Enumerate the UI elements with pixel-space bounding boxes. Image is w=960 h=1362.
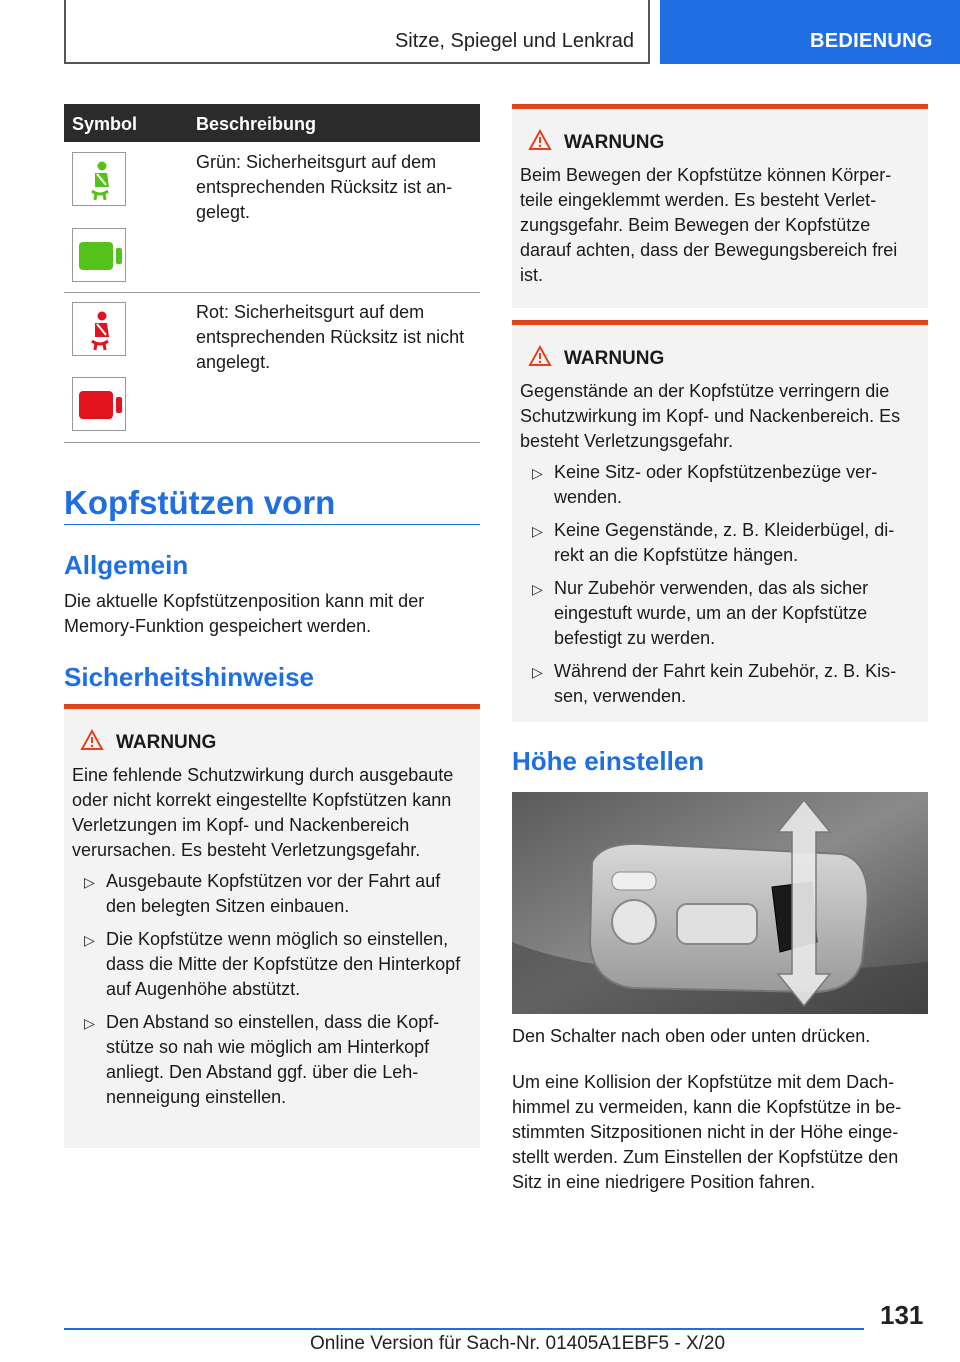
- bullet-arrow-icon: ▷: [532, 581, 543, 597]
- headrest-switch-photo: [512, 792, 928, 1014]
- header-chapter-box: [64, 0, 650, 64]
- warning-triangle-icon: [528, 129, 552, 157]
- heading-kopfstuetzen-vorn: Kopfstützen vorn: [64, 484, 336, 521]
- allgemein-text: Die aktuelle Kopfstützenposition kann mit der Memory-Funktion gespeichert werden.: [64, 591, 425, 636]
- warning-triangle-icon: [528, 345, 552, 373]
- heading-hoehe-einstellen: Höhe einstellen: [512, 746, 705, 776]
- list-item: ▷ Ausgebaute Kopfstützen vor der Fahrt auf den belegten Sitzen einbauen.: [84, 871, 441, 916]
- seatbelt-red-icon: [72, 302, 126, 356]
- bullet-arrow-icon: ▷: [532, 664, 543, 680]
- warning-1-title-row: [80, 729, 470, 757]
- warning-2-title-row: [528, 129, 918, 157]
- heading-sicherheitshinweise: Sicherheitshinweise: [64, 662, 314, 692]
- bullet-arrow-icon: ▷: [532, 523, 543, 539]
- seatbelt-green-icon: [72, 152, 126, 206]
- table-bottom-divider: [64, 442, 480, 443]
- warning-2-title: WARNUNG: [564, 132, 665, 153]
- bullet-arrow-icon: ▷: [84, 932, 95, 948]
- rear-seat-red-icon: [72, 377, 126, 431]
- warning-3-title: WARNUNG: [564, 348, 665, 369]
- page-number: 131: [880, 1300, 924, 1330]
- table-header: [64, 104, 480, 142]
- warning-3-title-row: [528, 345, 918, 373]
- table-row-red-description: Rot: Sicherheitsgurt auf dem entsprechenden Rücksitz ist nicht angelegt.: [196, 302, 465, 372]
- bullet-arrow-icon: ▷: [84, 874, 95, 890]
- bullet-arrow-icon: ▷: [532, 465, 543, 481]
- list-item: ▷ Keine Gegenstände, z. B. Kleiderbügel, direkt an die Kopfstütze hängen.: [532, 520, 895, 565]
- list-item: ▷ Den Abstand so einstellen, dass die Kopfstütze so nah wie möglich am Hinterkopf anliegt. Den Abstand ggf. über die Lehnenneigung einstellen.: [84, 1012, 440, 1107]
- warning-3-text: Gegenstände an der Kopfstütze verringern die Schutzwirkung im Kopf- und Nackenbereich. Es besteht Verletzungsgefahr.: [520, 381, 901, 451]
- header-section-tab: [660, 0, 960, 64]
- list-item: ▷ Während der Fahrt kein Zubehör, z. B. Kissen, verwenden.: [532, 661, 897, 706]
- list-item: ▷ Die Kopfstütze wenn möglich so einstellen, dass die Mitte der Kopfstütze den Hinterkopf auf Augenhöhe abstützt.: [84, 929, 461, 999]
- section-title: BEDIENUNG: [810, 30, 933, 52]
- col-description-header: Beschreibung: [196, 114, 317, 134]
- hoehe-text-1: Den Schalter nach oben oder unten drücken.: [512, 1026, 871, 1046]
- table-row-green-description: Grün: Sicherheitsgurt auf dem entsprechenden Rücksitz ist angelegt.: [196, 152, 453, 222]
- heading-rule: [64, 524, 480, 525]
- warning-box-3: [512, 320, 928, 722]
- list-item: ▷ Nur Zubehör verwenden, das als sicher eingestuft wurde, um an der Kopfstütze befestigt zu werden.: [532, 578, 869, 648]
- list-item: ▷ Keine Sitz- oder Kopfstützenbezüge verwenden.: [532, 462, 878, 507]
- bullet-arrow-icon: ▷: [84, 1015, 95, 1031]
- warning-box-1: [64, 704, 480, 1148]
- rear-seat-green-icon: [72, 228, 126, 282]
- warning-triangle-icon: [80, 729, 104, 757]
- warning-1-text: Eine fehlende Schutzwirkung durch ausgebaute oder nicht korrekt eingestellte Kopfstützen kann Verletzungen im Kopf- und Nackenbereich verursachen. Es besteht Verletzungsgefahr.: [72, 765, 454, 860]
- warning-1-list: [72, 869, 470, 1110]
- table-row-divider: [64, 292, 480, 293]
- heading-allgemein: Allgemein: [64, 550, 189, 580]
- chapter-title: Sitze, Spiegel und Lenkrad: [394, 30, 634, 52]
- hoehe-text-2: Um eine Kollision der Kopfstütze mit dem Dachhimmel zu vermeiden, kann die Kopfstütze in bestimmten Sitzpositionen nicht in der Höhe eingestellt werden. Zum Einstellen der Kopfstütze den Sitz in eine niedrigere Position fahren.: [512, 1072, 902, 1192]
- footer-text: Online Version für Sach-Nr. 01405A1EBF5 - X/20: [310, 1333, 726, 1354]
- warning-1-title: WARNUNG: [116, 732, 217, 753]
- warning-2-text: Beim Bewegen der Kopfstütze können Körperteile eingeklemmt werden. Es besteht Verletzungsgefahr. Beim Bewegen der Kopfstütze darauf achten, dass der Bewegungsbereich frei ist.: [520, 165, 898, 285]
- warning-3-list: [520, 460, 918, 709]
- warning-box-2: [512, 104, 928, 308]
- col-symbol-header: Symbol: [72, 114, 138, 134]
- footer-rule: [64, 1328, 864, 1330]
